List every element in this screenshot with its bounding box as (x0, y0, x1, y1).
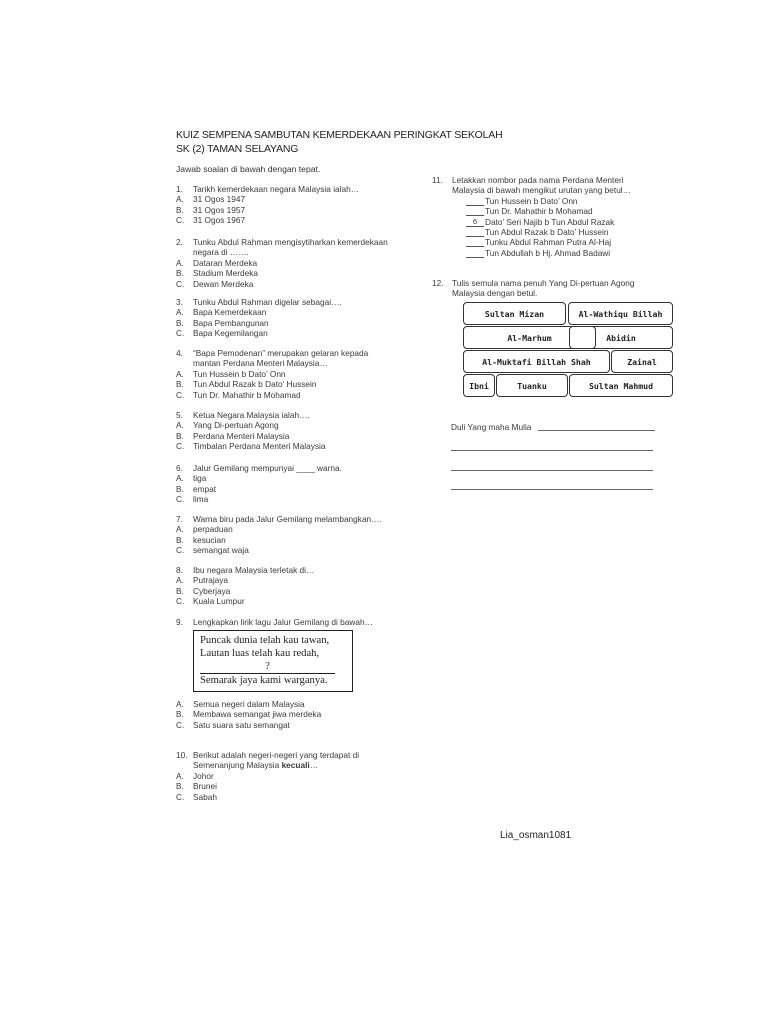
option-text: Kuala Lumpur (193, 596, 245, 607)
answer-option[interactable] (176, 535, 382, 545)
question-number: 9. (176, 617, 183, 627)
option-text: lima (193, 494, 209, 505)
option-text: Dataran Merdeka (193, 257, 258, 268)
option-letter: C. (176, 494, 185, 505)
answer-option[interactable] (176, 307, 342, 317)
pm-order-item (466, 237, 631, 247)
question-number: 2. (176, 237, 183, 247)
option-letter: C. (176, 545, 185, 556)
option-letter: C. (176, 596, 185, 607)
lyric-blank: ? (200, 661, 335, 674)
answer-option[interactable] (176, 494, 342, 504)
option-text: Bapa Kegemilangan (193, 328, 268, 339)
word-tile: Zainal (611, 350, 673, 373)
option-text: Cyberjaya (193, 585, 231, 596)
option-text: Tun Hussein b Dato’ Onn (193, 368, 286, 379)
option-text: perpaduan (193, 524, 233, 535)
lyric-line: Lautan luas telah kau redah, (200, 648, 320, 660)
answer-option[interactable] (176, 205, 359, 215)
answer-label: Duli Yang maha Mulia (451, 422, 532, 432)
question-stem: Malaysia di bawah mengikut urutan yang betul… (452, 185, 631, 196)
option-text: Membawa semangat jiwa merdeka (193, 709, 322, 720)
option-letter: B. (176, 781, 184, 792)
option-text: Bapa Kemerdekaan (193, 307, 267, 318)
pm-order-item (466, 217, 631, 227)
order-number-blank[interactable] (466, 237, 484, 247)
option-letter: B. (176, 268, 184, 279)
pm-order-item (466, 196, 631, 206)
option-letter: B. (176, 379, 184, 390)
question-2 (176, 237, 388, 289)
question-stem: Jalur Gemilang mempunyai ____ warna. (193, 463, 342, 473)
option-letter: A. (176, 524, 184, 535)
word-tile: Tuanku (496, 374, 568, 397)
pm-order-item (466, 248, 631, 258)
question-10 (176, 750, 359, 802)
option-text: kesucian (193, 534, 226, 545)
answer-option[interactable] (176, 279, 388, 289)
question-5 (176, 410, 326, 452)
word-tile: Al-Marhum (463, 326, 596, 349)
option-text: Tun Abdul Razak b Dato’ Hussein (193, 379, 317, 390)
stem-text: Semenanjung Malaysia (193, 760, 282, 771)
school-name: SK (2) TAMAN SELAYANG (176, 143, 299, 155)
answer-line[interactable] (451, 470, 653, 471)
order-number-blank[interactable] (466, 248, 484, 258)
option-text: Stadium Merdeka (193, 268, 259, 279)
answer-option[interactable] (176, 268, 388, 278)
question-stem: Malaysia dengan betul. (452, 288, 538, 299)
option-text: Dewan Merdeka (193, 278, 254, 289)
lyrics-box (193, 630, 353, 692)
question-stem: Lengkapkan lirik lagu Jalur Gemilang di bawah… (193, 617, 373, 627)
answer-line[interactable] (538, 430, 655, 431)
answer-option[interactable] (176, 575, 314, 585)
option-letter: A. (176, 420, 184, 431)
option-text: semangat waja (193, 545, 249, 556)
order-number-blank[interactable] (466, 206, 484, 216)
option-letter: C. (176, 215, 185, 226)
option-text: Johor (193, 770, 214, 781)
option-letter: C. (176, 389, 185, 400)
question-number: 1. (176, 184, 183, 194)
answer-option[interactable] (176, 328, 342, 338)
answer-option[interactable] (176, 473, 342, 483)
quiz-title: KUIZ SEMPENA SAMBUTAN KEMERDEKAAN PERINGKAT SEKOLAH (176, 129, 503, 141)
lyric-line: Semarak jaya kami warganya. (200, 674, 328, 686)
option-text: Putrajaya (193, 575, 229, 586)
answer-option[interactable] (176, 379, 368, 389)
question-number: 7. (176, 514, 183, 524)
option-letter: C. (176, 278, 185, 289)
question-1 (176, 184, 359, 226)
question-number: 6. (176, 463, 183, 473)
question-9-options (176, 699, 321, 730)
pm-name: Tunku Abdul Rahman Putra Al-Haj (485, 237, 612, 248)
answer-option[interactable] (176, 318, 342, 328)
word-tile: Sultan Mahmud (569, 374, 673, 397)
question-stem: “Bapa Pemodenan” merupakan gelaran kepada (193, 348, 369, 358)
option-letter: B. (176, 204, 184, 215)
option-letter: C. (176, 441, 185, 452)
option-letter: C. (176, 719, 185, 730)
question-stem: Tarikh kemerdekaan negara Malaysia ialah… (193, 184, 360, 194)
pm-name: Dato’ Seri Najib b Tun Abdul Razak (485, 216, 615, 227)
question-stem: Warna biru pada Jalur Gemilang melambangkan…. (193, 514, 382, 524)
option-text: 31 Ogos 1957 (193, 204, 246, 215)
option-text: Sabah (193, 791, 217, 802)
question-number: 10. (176, 750, 188, 760)
order-number-blank[interactable] (466, 196, 484, 206)
option-text: Brunei (193, 781, 217, 792)
question-stem-line2 (193, 760, 318, 770)
option-letter: B. (176, 317, 184, 328)
instruction-text: Jawab soalan di bawah dengan tepat. (176, 164, 321, 174)
question-7 (176, 514, 382, 556)
question-number: 3. (176, 297, 183, 307)
option-letter: B. (176, 483, 184, 494)
word-tile: Ibni (463, 374, 495, 397)
answer-option[interactable] (176, 596, 314, 606)
option-text: Semua negeri dalam Malaysia (193, 699, 305, 709)
question-stem: Tunku Abdul Rahman mengisytiharkan kemerdekaan (193, 237, 388, 247)
question-4 (176, 348, 368, 400)
option-letter: B. (176, 585, 184, 596)
lyric-line: Puncak dunia telah kau tawan, (200, 635, 330, 646)
question-number: 11. (432, 175, 443, 185)
pm-order-item (466, 206, 631, 216)
answer-option[interactable] (176, 420, 326, 430)
option-text: Tun Dr. Mahathir b Mohamad (193, 389, 301, 400)
option-letter: B. (176, 709, 184, 720)
question-stem: mantan Perdana Menteri Malaysia… (193, 358, 328, 369)
author-signature: Lia_osman1081 (500, 830, 572, 841)
pm-order-item (466, 227, 631, 237)
option-text: Satu suara satu semangat (193, 719, 290, 730)
word-tile: Al-Muktafi Billah Shah (463, 350, 610, 373)
answer-option[interactable] (176, 545, 382, 555)
option-letter: A. (176, 194, 184, 205)
option-letter: C. (176, 328, 185, 339)
stem-text: … (309, 760, 318, 771)
option-text: Yang Di-pertuan Agong (193, 420, 279, 431)
option-letter: C. (176, 791, 185, 802)
option-text: Bapa Pembangunan (193, 317, 269, 328)
word-tile: Abidin (569, 326, 673, 349)
option-text: tiga (193, 473, 207, 484)
order-number-blank[interactable]: 6 (466, 217, 484, 227)
question-6 (176, 463, 342, 505)
option-letter: A. (176, 770, 184, 781)
answer-option[interactable] (176, 215, 359, 225)
pm-name: Tun Hussein b Dato’ Onn (485, 195, 578, 206)
question-11 (432, 175, 631, 258)
question-stem: Letakkan nombor pada nama Perdana Menteri (452, 175, 624, 185)
option-letter: A. (176, 307, 184, 318)
question-12 (432, 278, 635, 299)
order-number-blank[interactable] (466, 227, 484, 237)
option-letter: A. (176, 257, 184, 268)
pm-name: Tun Abdul Razak b Dato’ Hussein (485, 227, 609, 238)
answer-option[interactable] (176, 194, 359, 204)
option-letter: B. (176, 430, 184, 441)
question-stem: Tunku Abdul Rahman digelar sebagai…. (193, 297, 342, 307)
question-number (176, 358, 193, 368)
question-stem: Ketua Negara Malaysia ialah…. (193, 410, 310, 420)
option-text: 31 Ogos 1947 (193, 194, 246, 205)
pm-name: Tun Dr. Mahathir b Mohamad (485, 206, 593, 217)
option-text: Perdana Menteri Malaysia (193, 430, 290, 441)
option-letter: A. (176, 575, 184, 586)
question-stem: Berikut adalah negeri-negeri yang terdapat di (193, 750, 360, 760)
stem-emphasis: kecuali (281, 760, 310, 771)
question-stem: Tulis semula nama penuh Yang Di-pertuan Agong (452, 278, 635, 288)
word-tile: Al-Wathiqu Billah (568, 302, 673, 325)
answer-line[interactable] (451, 489, 653, 490)
question-number: 5. (176, 410, 183, 420)
answer-option[interactable] (176, 258, 388, 268)
option-text: empat (193, 483, 217, 494)
answer-line[interactable] (451, 450, 653, 451)
option-letter: A. (176, 368, 184, 379)
pm-name: Tun Abdullah b Hj. Ahmad Badawi (485, 247, 611, 258)
option-letter: A. (176, 473, 184, 484)
answer-option[interactable] (176, 586, 314, 596)
question-number: 4. (176, 348, 183, 358)
question-3 (176, 297, 342, 339)
option-text: 31 Ogos 1967 (193, 215, 246, 226)
answer-option[interactable] (176, 484, 342, 494)
pm-order-list (466, 196, 631, 258)
question-9 (176, 617, 373, 627)
answer-option[interactable] (176, 431, 326, 441)
question-number: 8. (176, 565, 183, 575)
question-stem: Ibu negara Malaysia terletak di… (193, 565, 315, 575)
question-stem: negara di ……. (193, 247, 249, 258)
question-number: 12. (432, 278, 444, 288)
question-number (176, 247, 193, 257)
answer-option[interactable] (176, 390, 368, 400)
answer-option[interactable] (176, 369, 368, 379)
question-8 (176, 565, 314, 607)
option-letter: A. (176, 699, 184, 709)
answer-option[interactable] (176, 524, 382, 534)
answer-option[interactable] (176, 441, 326, 451)
word-tile: Sultan Mizan (463, 302, 566, 325)
option-text: Timbalan Perdana Menteri Malaysia (193, 441, 326, 452)
option-letter: B. (176, 534, 184, 545)
